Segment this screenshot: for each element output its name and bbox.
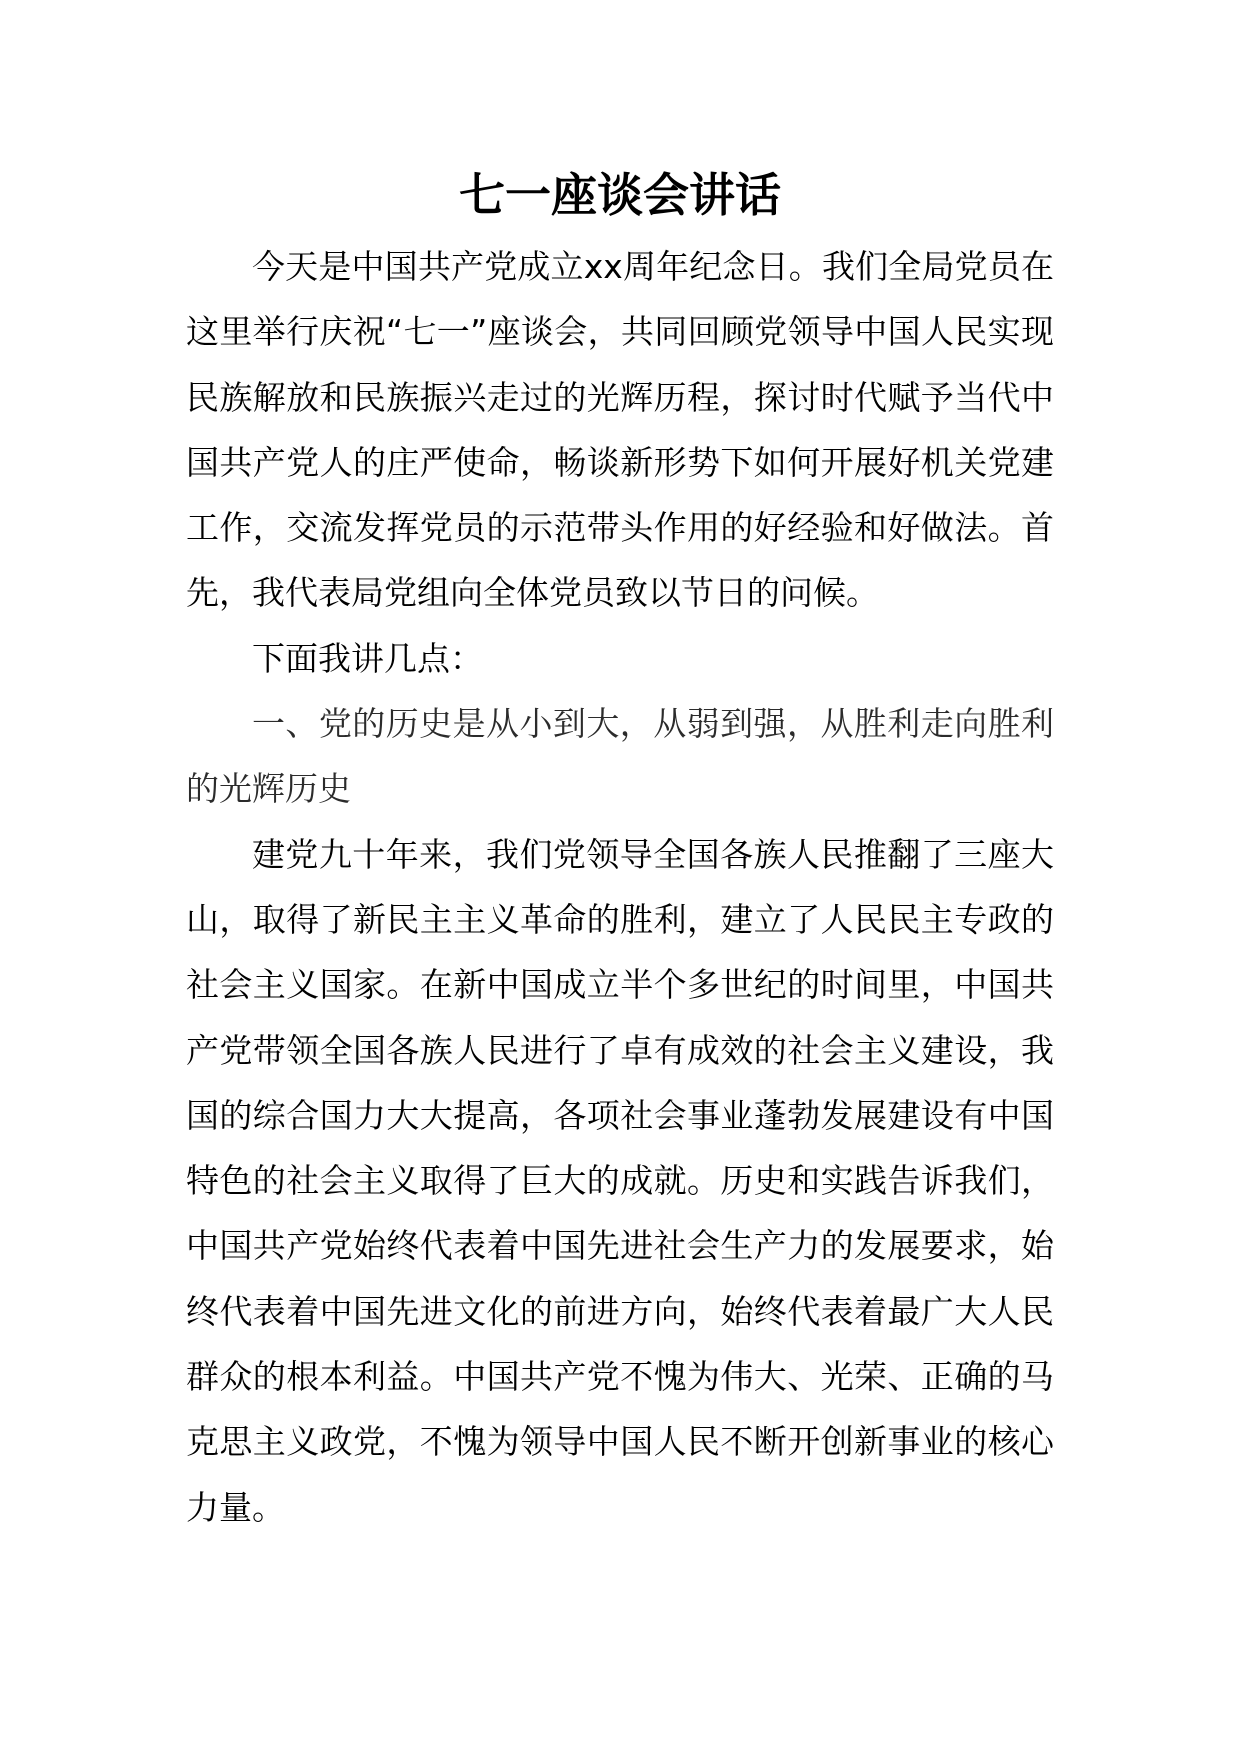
- document-title: 七一座谈会讲话: [459, 168, 781, 222]
- document-body: [186, 234, 1054, 1540]
- paragraph-outline: 下面我讲几点：: [252, 638, 483, 678]
- section-heading-1: 一、党的历史是从小到大，从弱到强，从胜利走向胜利的光辉历史: [186, 704, 1054, 809]
- paragraph-intro: 今天是中国共产党成立xx周年纪念日。我们全局党员在这里举行庆祝“七一”座谈会，共同回顾党领导中国人民实现民族解放和民族振兴走过的光辉历程，探讨时代赋予当代中国共产党人的庄严使命，畅谈新形势下如何开展好机关党建工作，交流发挥党员的示范带头作用的好经验和好做法。首先，我代表局党组向全体党员致以节日的问候。: [186, 247, 1054, 613]
- paragraph-history: 建党九十年来，我们党领导全国各族人民推翻了三座大山，取得了新民主主义革命的胜利，建立了人民民主专政的社会主义国家。在新中国成立半个多世纪的时间里，中国共产党带领全国各族人民进行了卓有成效的社会主义建设，我国的综合国力大大提高，各项社会事业蓬勃发展建设有中国特色的社会主义取得了巨大的成就。历史和实践告诉我们，中国共产党始终代表着中国先进社会生产力的发展要求，始终代表着中国先进文化的前进方向，始终代表着最广大人民群众的根本利益。中国共产党不愧为伟大、光荣、正确的马克思主义政党，不愧为领导中国人民不断开创新事业的核心力量。: [186, 834, 1054, 1527]
